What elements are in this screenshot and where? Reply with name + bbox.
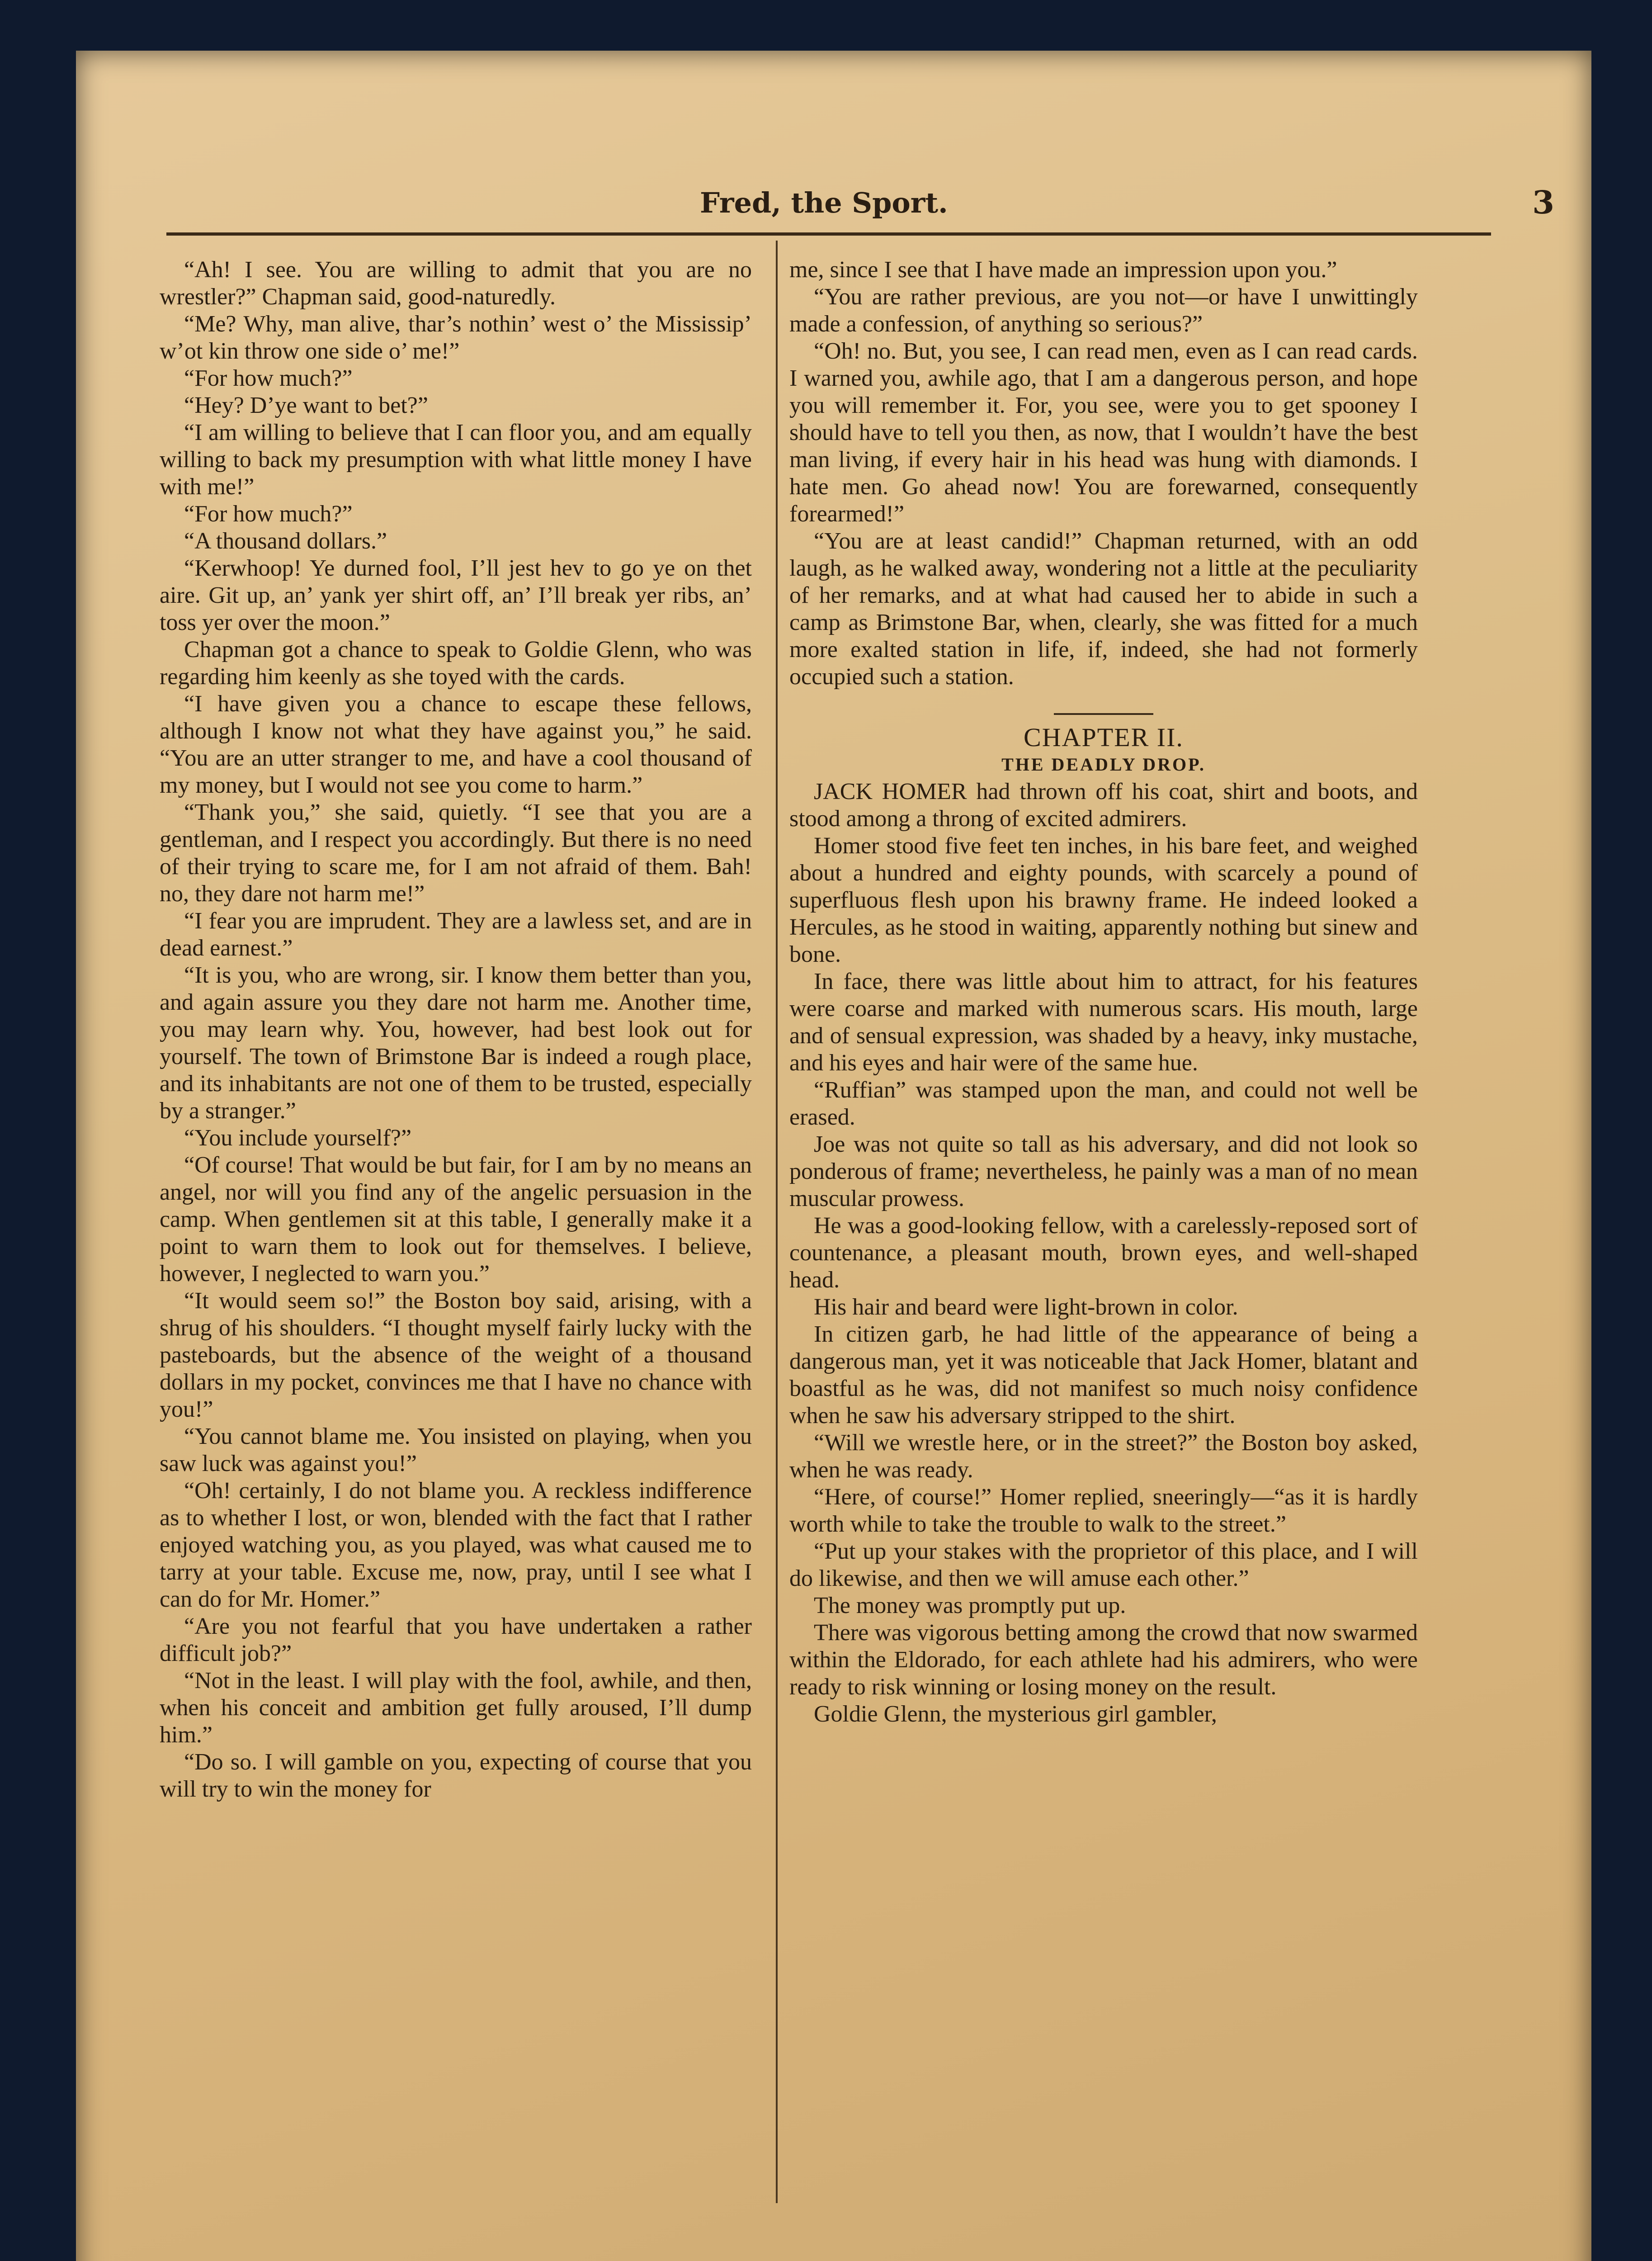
paragraph: His hair and beard were light-brown in color. — [814, 1294, 1238, 1320]
paragraph: “Are you not fearful that you have undertaken a rather difficult job?” — [160, 1613, 752, 1666]
paragraph: “I am willing to believe that I can floor you, and am equally willing to back my presumption with what little money I have with me!” — [160, 420, 752, 500]
paragraph: He was a good-looking fellow, with a carelessly-reposed sort of countenance, a pleasant mouth, brown eyes, and well-shaped head. — [789, 1213, 1418, 1293]
paragraph: “Put up your stakes with the proprietor of this place, and I will do likewise, and then we will amuse each other.” — [789, 1538, 1418, 1591]
paragraph: “Not in the least. I will play with the fool, awhile, and then, when his conceit and ambition get fully aroused, I’ll dump him.” — [160, 1668, 752, 1748]
paragraph: “Here, of course!” Homer replied, sneeringly—“as it is hardly worth while to take the trouble to walk to the street.” — [789, 1484, 1418, 1537]
paragraph: “Will we wrestle here, or in the street?” the Boston boy asked, when he was ready. — [789, 1430, 1418, 1483]
paragraph: “Of course! That would be but fair, for I am by no means an angel, nor will you find any of the angelic persuasion in the camp. When gentlemen sit at this table, I generally make it a point to warn them to look out for themselves. I believe, however, I neglected to warn you.” — [160, 1152, 752, 1287]
chapter-subtitle: THE DEADLY DROP. — [1001, 754, 1206, 775]
paragraph: “I have given you a chance to escape these fellows, although I know not what they have against you,” he said. “You are an utter stranger to me, and have a cool thousand of my money, but I would not see you come to harm.” — [160, 691, 752, 798]
paragraph: “For how much?” — [184, 365, 353, 391]
paragraph: JACK HOMER had thrown off his coat, shirt and boots, and stood among a throng of excited admirers. — [789, 779, 1418, 832]
paragraph: Chapman got a chance to speak to Goldie Glenn, who was regarding him keenly as she toyed with the cards. — [160, 637, 752, 690]
paragraph: In citizen garb, he had little of the appearance of being a dangerous man, yet it was noticeable that Jack Homer, blatant and boastful as he was, did not manifest so much noisy confidence when he saw his adversary stripped to the shirt. — [789, 1321, 1418, 1428]
paragraph: “Oh! certainly, I do not blame you. A reckless indifference as to whether I lost, or won, blended with the fact that I rather enjoyed watching you, as you played, was what caused me to tarry at your table. Excuse me, now, pray, until I see what I can do for Mr. Homer.” — [160, 1478, 752, 1612]
chapter-rule — [1054, 713, 1153, 715]
paragraph: “Ah! I see. You are willing to admit that you are no wrestler?” Chapman said, good-naturedly. — [160, 257, 752, 310]
paragraph: “I fear you are imprudent. They are a lawless set, and are in dead earnest.” — [160, 908, 752, 961]
left-column — [160, 256, 752, 2210]
paragraph: “Kerwhoop! Ye durned fool, I’ll jest hev to go ye on thet aire. Git up, an’ yank yer shirt off, an’ I’ll break yer ribs, an’ toss yer over the moon.” — [160, 555, 752, 635]
paragraph: “It would seem so!” the Boston boy said, arising, with a shrug of his shoulders. “I thought myself fairly lucky with the pasteboards, but the absence of the weight of a thousand dollars in my pocket, convinces me that I have no chance with you!” — [160, 1288, 752, 1422]
column-divider — [776, 241, 778, 2203]
paragraph: “For how much?” — [184, 501, 353, 527]
chapter-heading: CHAPTER II. — [1024, 723, 1184, 752]
paragraph: “It is you, who are wrong, sir. I know them better than you, and again assure you they dare not harm me. Another time, you may learn why. You, however, had best look out for yourself. The town of Brimstone Bar is indeed a rough place, and its inhabitants are not one of them to be trusted, especially by a stranger.” — [160, 962, 752, 1124]
newspaper-page — [76, 51, 1591, 2261]
page-number: 3 — [1532, 184, 1554, 221]
paragraph: “A thousand dollars.” — [184, 528, 387, 554]
paragraph: There was vigorous betting among the crowd that now swarmed within the Eldorado, for each athlete had his admirers, who were ready to risk winning or losing money on the result. — [789, 1620, 1418, 1700]
paragraph: “You cannot blame me. You insisted on playing, when you saw luck was against you!” — [160, 1424, 752, 1476]
paragraph: “You include yourself?” — [184, 1125, 412, 1151]
header-rule — [166, 232, 1491, 236]
paragraph: Homer stood five feet ten inches, in his bare feet, and weighed about a hundred and eighty pounds, with scarcely a pound of superfluous flesh upon his brawny frame. He indeed looked a Hercules, as he stood in waiting, apparently nothing but sinew and bone. — [789, 833, 1418, 967]
paragraph: The money was promptly put up. — [814, 1593, 1126, 1618]
running-title: Fred, the Sport. — [700, 186, 948, 219]
paragraph: “Hey? D’ye want to bet?” — [184, 393, 428, 418]
paragraph: “Ruffian” was stamped upon the man, and could not well be erased. — [789, 1077, 1418, 1130]
paragraph: Goldie Glenn, the mysterious girl gambler, — [814, 1701, 1217, 1727]
paragraph: “Thank you,” she said, quietly. “I see that you are a gentleman, and I respect you accordingly. But there is no need of their trying to scare me, for I am not afraid of them. Bah! no, they dare not harm me!” — [160, 799, 752, 907]
page-header — [609, 177, 1559, 232]
paragraph: “Me? Why, man alive, thar’s nothin’ west o’ the Mississip’ w’ot kin throw one side o’ me!” — [160, 311, 752, 364]
paragraph: “You are rather previous, are you not—or have I unwittingly made a confession, of anything so serious?” — [789, 284, 1418, 337]
paragraph: Joe was not quite so tall as his adversary, and did not look so ponderous of frame; nevertheless, he painly was a man of no mean muscular prowess. — [789, 1131, 1418, 1211]
paragraph: “Oh! no. But, you see, I can read men, even as I can read cards. I warned you, awhile ago, that I am a dangerous person, and hope you will remember it. For, you see, were you to get spooney I should have to tell you then, as now, that I wouldn’t have the best man living, if every hair in his head was hung with diamonds. I hate men. Go ahead now! You are forewarned, consequently forearmed!” — [789, 338, 1418, 527]
paragraph: In face, there was little about him to attract, for his features were coarse and marked with numerous scars. His mouth, large and of sensual expression, was shaded by a heavy, inky mustache, and his eyes and hair were of the same hue. — [789, 969, 1418, 1076]
paragraph: “You are at least candid!” Chapman returned, with an odd laugh, as he walked away, wondering not a little at the peculiarity of her remarks, and at what had caused her to abide in such a camp as Brimstone Bar, when, clearly, she was fitted for a much more exalted station in life, if, indeed, she had not formerly occupied such a station. — [789, 528, 1418, 690]
right-column — [789, 256, 1418, 2210]
paragraph: “Do so. I will gamble on you, expecting of course that you will try to win the money for — [160, 1749, 752, 1802]
paragraph: me, since I see that I have made an impression upon you.” — [789, 257, 1337, 283]
chapter-heading-block — [789, 713, 1418, 778]
